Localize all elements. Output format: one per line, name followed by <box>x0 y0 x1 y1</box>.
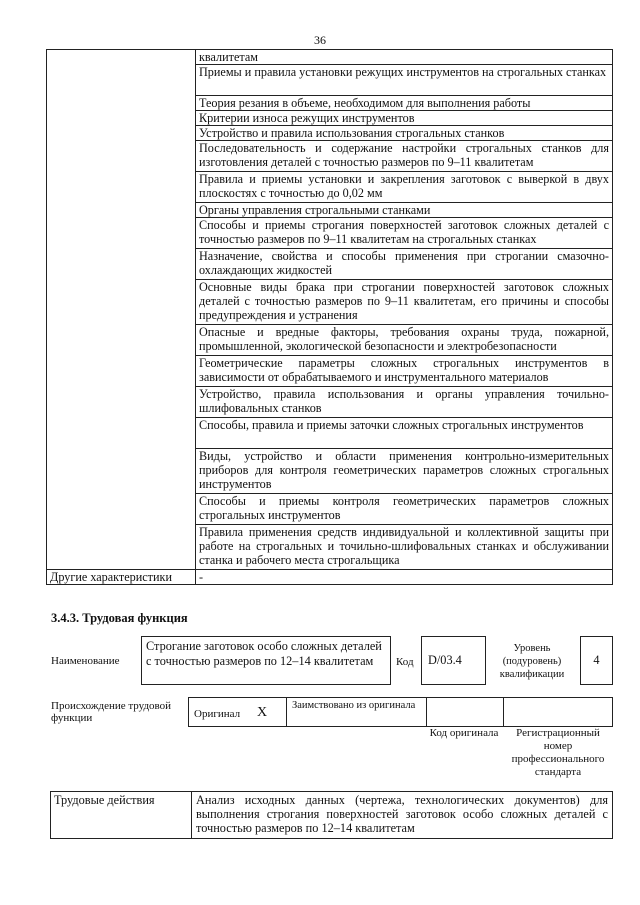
knowledge-item: Опасные и вредные факторы, требования охраны труда, пожарной, промышленной, экологической безопасности и электробезопасности <box>196 325 613 356</box>
knowledge-item: Последовательность и содержание настройки строгальных станков для изготовления деталей с точностью размеров по 9–11 квалитетам <box>196 141 613 172</box>
code-label: Код <box>396 656 414 668</box>
knowledge-item: Виды, устройство и области применения контрольно-измерительных приборов для контроля геометрических параметров сложных строгальных инструментов <box>196 449 613 494</box>
knowledge-item: Устройство, правила использования и органы управления точильно-шлифовальных станков <box>196 387 613 418</box>
origin-divider <box>503 698 504 726</box>
knowledge-item: Назначение, свойства и способы применения при строгании смазочно-охлаждающих жидкостей <box>196 249 613 280</box>
knowledge-item: Органы управления строгальными станками <box>196 203 613 218</box>
knowledge-item: Основные виды брака при строгании поверхностей заготовок сложных деталей с точностью размеров по 9–11 квалитетам, его причины и способы предупреждения и устранения <box>196 280 613 325</box>
origin-divider <box>426 698 427 726</box>
knowledge-item: Способы, правила и приемы заточки сложных строгальных инструментов <box>196 418 613 449</box>
origin-divider <box>286 698 287 726</box>
other-characteristics-value: - <box>196 570 613 585</box>
function-name-box: Строгание заготовок особо сложных деталей с точностью размеров по 12–14 квалитетам <box>141 636 391 685</box>
knowledge-label-cell <box>47 50 196 570</box>
knowledge-table <box>46 49 613 585</box>
knowledge-item: Теория резания в объеме, необходимом для выполнения работы <box>196 96 613 111</box>
borrowed-label: Заимствовано из оригинала <box>292 700 416 711</box>
knowledge-item: Геометрические параметры сложных строгальных инструментов в зависимости от обрабатываемого и инструментального материалов <box>196 356 613 387</box>
name-label: Наименование <box>51 655 120 667</box>
original-mark: X <box>257 705 268 720</box>
knowledge-item: Способы и приемы строгания поверхностей заготовок сложных деталей с точностью размеров по 9–11 квалитетам на строгальных станках <box>196 218 613 249</box>
knowledge-item: Приемы и правила установки режущих инструментов на строгальных станках <box>196 65 613 96</box>
page-number: 36 <box>314 33 326 47</box>
function-code-box: D/03.4 <box>421 636 486 685</box>
labour-actions-text: Анализ исходных данных (чертежа, технологических документов) для выполнения строгания поверхностей заготовок особо сложных деталей с точностью размеров по 12–14 квалитетам <box>192 792 613 839</box>
knowledge-body <box>47 50 613 585</box>
level-value-box: 4 <box>580 636 613 685</box>
section-title: 3.4.3. Трудовая функция <box>51 611 188 625</box>
knowledge-item: Правила и приемы установки и закрепления заготовок с выверкой в двух плоскостях с точностью до 0,02 мм <box>196 172 613 203</box>
knowledge-item: Критерии износа режущих инструментов <box>196 111 613 126</box>
knowledge-item: Способы и приемы контроля геометрических параметров сложных строгальных инструментов <box>196 494 613 525</box>
knowledge-item: Правила применения средств индивидуальной и коллективной защиты при работе на строгальных и точильно-шлифовальных станках и обслуживании станка и рабочего места строгальщика <box>196 525 613 570</box>
origin-label: Происхождение трудовой функции <box>51 700 172 724</box>
other-characteristics-row <box>47 570 613 585</box>
other-characteristics-label: Другие характеристики <box>47 570 196 585</box>
knowledge-item: Устройство и правила использования строгальных станков <box>196 126 613 141</box>
original-label: Оригинал <box>194 708 241 720</box>
labour-actions-table <box>50 791 613 839</box>
labour-actions-row <box>51 792 613 839</box>
registration-caption: Регистрационный номер профессионального стандарта <box>511 727 605 778</box>
original-code-caption: Код оригинала <box>429 727 499 739</box>
knowledge-row <box>47 50 613 65</box>
knowledge-item: квалитетам <box>196 50 613 65</box>
level-label: Уровень (подуровень) квалификации <box>499 643 565 680</box>
origin-box <box>188 697 613 727</box>
labour-actions-label: Трудовые действия <box>51 792 192 839</box>
